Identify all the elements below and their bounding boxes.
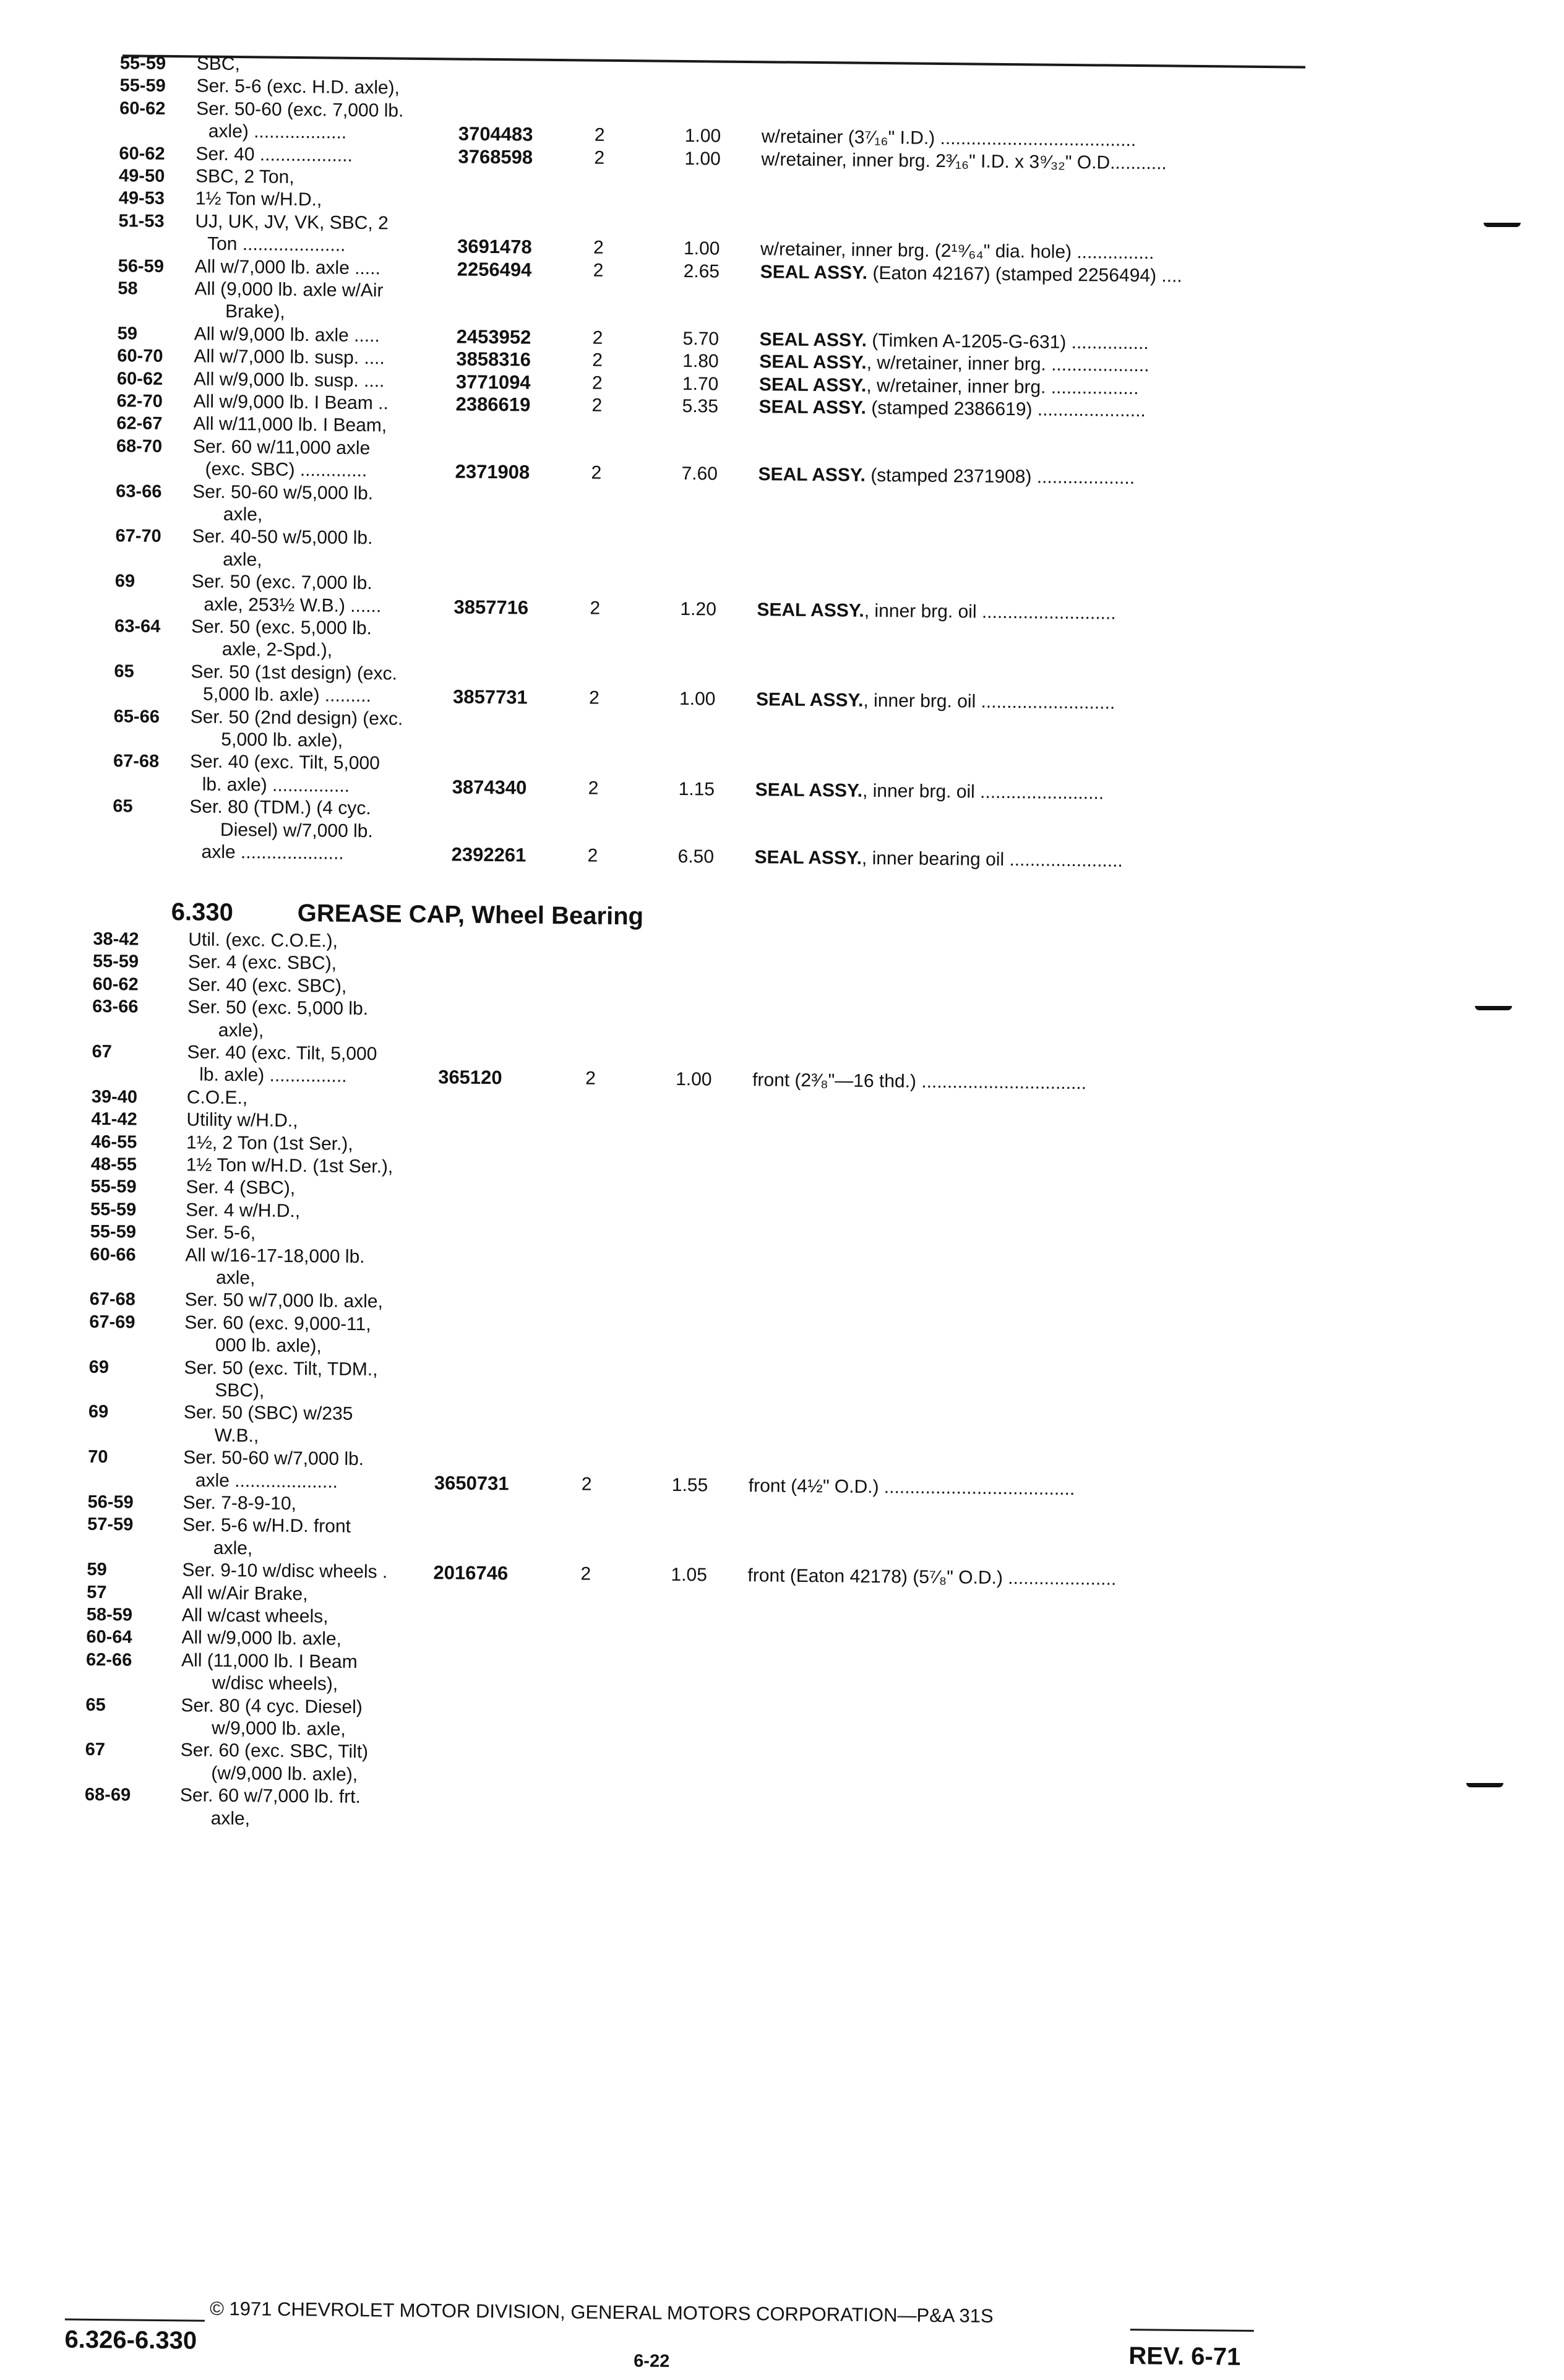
model-description: All w/9,000 lb. axle .....: [194, 324, 380, 346]
model-description: All w/7,000 lb. susp. ....: [194, 346, 385, 369]
model-description: All w/16-17-18,000 lb.: [185, 1244, 365, 1267]
list-price: 1.00: [684, 148, 721, 170]
model-description: Ser. 50 (1st design) (exc.: [191, 661, 398, 684]
quantity: 2: [588, 778, 599, 799]
part-description: [757, 599, 1116, 625]
seal-assy-entries: [1, 0, 1564, 871]
quantity: 2: [593, 260, 604, 281]
model-description: Ser. 80 (4 cyc. Diesel): [181, 1695, 363, 1717]
part-name: SEAL ASSY.: [758, 397, 867, 418]
year-range: 60-66: [90, 1244, 136, 1265]
part-number: 3691478: [457, 235, 532, 258]
margin-mark: [1484, 223, 1521, 227]
model-description: Ser. 50-60 (exc. 7,000 lb.: [196, 98, 404, 121]
year-range: 55-59: [90, 1199, 137, 1220]
year-range: 67: [85, 1740, 106, 1760]
year-range: 58: [118, 278, 138, 299]
part-description: [755, 779, 1104, 804]
year-range: 55-59: [92, 952, 139, 972]
part-description: [761, 148, 1167, 174]
year-range: 65: [114, 661, 134, 682]
model-description: Ser. 7-8-9-10,: [183, 1492, 297, 1514]
part-name: SEAL ASSY.: [758, 464, 866, 486]
part-detail: , inner bearing oil ......................: [861, 848, 1124, 871]
year-range: 38-42: [93, 929, 139, 950]
model-description: Ser. 40 (exc. Tilt, 5,000: [187, 1042, 377, 1065]
year-range: 60-62: [92, 974, 139, 995]
section-number: 6.330: [171, 898, 234, 927]
quantity: 2: [581, 1474, 592, 1495]
model-description: 000 lb. axle),: [215, 1334, 322, 1357]
part-detail: , inner brg. oil ..........................: [864, 600, 1116, 624]
model-description: 1½, 2 Ton (1st Ser.),: [186, 1132, 353, 1154]
quantity: 2: [585, 1068, 596, 1089]
footer-copyright: © 1971 CHEVROLET MOTOR DIVISION, GENERAL MOTORS CORPORATION—P&A 31S: [209, 2297, 994, 2327]
list-price: 7.60: [681, 463, 718, 484]
year-range: 49-53: [118, 188, 165, 209]
model-description: Ser. 60 (exc. SBC, Tilt): [180, 1740, 369, 1763]
part-description: [760, 261, 1182, 288]
part-number: 3857731: [452, 685, 528, 708]
model-description: Ser. 50 w/7,000 lb. axle,: [184, 1289, 384, 1312]
year-range: 39-40: [91, 1086, 138, 1107]
year-range: 60-62: [116, 368, 163, 389]
model-description: axle, 253½ W.B.) ......: [204, 594, 382, 616]
year-range: 57: [87, 1582, 107, 1602]
model-description: (w/9,000 lb. axle),: [211, 1763, 358, 1785]
part-name: SEAL ASSY.: [754, 847, 862, 869]
model-description: Ser. 5-6 w/H.D. front: [183, 1514, 351, 1537]
model-description: C.O.E.,: [186, 1087, 248, 1109]
list-price: 5.35: [682, 395, 719, 417]
model-description: Ser. 50-60 w/5,000 lb.: [192, 481, 374, 504]
model-description: All w/7,000 lb. axle .....: [194, 256, 381, 278]
year-range: 56-59: [87, 1492, 134, 1513]
model-description: Ser. 9-10 w/disc wheels .: [182, 1560, 388, 1583]
part-detail: front (Eaton 42178) (5⁷⁄₈" O.D.) .....................: [747, 1565, 1117, 1589]
model-description: w/disc wheels),: [212, 1672, 338, 1695]
model-description: (exc. SBC) .............: [205, 458, 367, 481]
model-description: All w/Air Brake,: [181, 1582, 308, 1604]
part-number: 2371908: [455, 460, 530, 483]
year-range: 63-66: [92, 997, 139, 1017]
model-description: Util. (exc. C.O.E.),: [188, 929, 338, 952]
footer-rule-left: [65, 2319, 205, 2322]
model-description: Ser. 50 (2nd design) (exc.: [190, 706, 403, 729]
quantity: 2: [591, 462, 602, 483]
part-detail: front (4½" O.D.) .....................................: [748, 1475, 1075, 1499]
year-range: 69: [114, 571, 135, 591]
year-range: 60-70: [117, 346, 163, 367]
model-description: Ser. 5-6,: [185, 1222, 256, 1244]
list-price: 1.20: [680, 598, 717, 620]
year-range: 67-70: [115, 526, 161, 547]
year-range: 69: [88, 1402, 109, 1422]
year-range: 68-69: [84, 1785, 131, 1805]
part-name: SEAL ASSY.: [758, 374, 867, 396]
part-number: 3771094: [455, 371, 531, 393]
part-number: 3704483: [458, 122, 533, 145]
part-description: [754, 846, 1123, 872]
part-name: SEAL ASSY.: [759, 351, 867, 374]
part-detail: (stamped 2386619) .....................: [866, 397, 1146, 421]
model-description: All w/11,000 lb. I Beam,: [193, 413, 387, 436]
model-description: lb. axle) ...............: [199, 1064, 347, 1087]
list-price: 6.50: [677, 846, 715, 867]
part-detail: (Timken A-1205-G-631) ...............: [866, 330, 1149, 354]
year-range: 60-62: [119, 143, 165, 164]
year-range: 67-68: [89, 1289, 136, 1310]
quantity: 2: [594, 147, 605, 168]
model-description: axle ....................: [195, 1470, 338, 1492]
part-detail: , w/retainer, inner brg. ...................: [866, 353, 1149, 376]
quantity: 2: [594, 124, 605, 145]
year-range: 65: [85, 1695, 106, 1715]
model-description: W.B.,: [214, 1425, 259, 1446]
model-description: Ser. 50 (exc. Tilt, TDM.,: [184, 1357, 378, 1380]
part-description: [759, 374, 1139, 400]
margin-mark: [1466, 1783, 1503, 1787]
part-number: 3768598: [458, 145, 533, 168]
model-description: axle) ..................: [208, 121, 347, 143]
year-range: 65-66: [113, 706, 160, 727]
part-description: [759, 329, 1148, 354]
year-range: 69: [88, 1357, 110, 1377]
year-range: 58-59: [86, 1604, 133, 1625]
model-description: All w/cast wheels,: [181, 1605, 329, 1627]
model-description: SBC,: [196, 53, 241, 75]
year-range: 55-59: [119, 53, 166, 74]
quantity: 2: [592, 350, 603, 371]
year-range: 41-42: [91, 1109, 137, 1130]
part-number: 3650731: [434, 1471, 509, 1494]
part-name: SEAL ASSY.: [755, 689, 864, 711]
model-description: Ser. 50-60 w/7,000 lb.: [183, 1447, 364, 1470]
model-description: Ton ....................: [207, 233, 346, 256]
model-description: axle,: [223, 549, 262, 570]
part-number: 2016746: [433, 1562, 509, 1584]
list-price: 5.70: [682, 328, 720, 350]
year-range: 49-50: [118, 166, 165, 186]
model-description: All (9,000 lb. axle w/Air: [194, 278, 384, 301]
section-title: GREASE CAP, Wheel Bearing: [297, 900, 644, 930]
model-description: Diesel) w/7,000 lb.: [220, 819, 373, 841]
quantity: 2: [591, 395, 603, 416]
model-description: Ser. 4 w/H.D.,: [185, 1200, 301, 1221]
list-price: 1.55: [671, 1474, 708, 1496]
margin-mark: [1475, 1006, 1512, 1010]
model-description: axle, 2-Spd.),: [221, 639, 333, 661]
footer-rule-right: [1130, 2329, 1254, 2332]
model-description: axle ....................: [201, 841, 344, 864]
list-price: 1.00: [675, 1069, 712, 1090]
footer-revision: REV. 6-71: [1128, 2342, 1241, 2371]
model-description: Brake),: [225, 301, 285, 323]
part-description: [756, 689, 1115, 715]
year-range: 70: [88, 1447, 108, 1467]
year-range: 46-55: [90, 1132, 137, 1153]
list-price: 1.00: [684, 126, 721, 147]
part-detail: w/retainer, inner brg. (2¹⁹⁄₆₄" dia. hole) ...............: [760, 239, 1154, 264]
part-description: [747, 1565, 1116, 1591]
year-range: 63-66: [116, 481, 162, 502]
quantity: 2: [591, 372, 603, 393]
footer-page-number: 6-22: [634, 2351, 670, 2371]
list-price: 2.65: [683, 260, 720, 282]
model-description: lb. axle) ...............: [202, 774, 350, 796]
part-number: 3858316: [456, 348, 531, 371]
year-range: 62-67: [116, 413, 163, 434]
model-description: axle,: [213, 1537, 253, 1559]
part-number: 2453952: [456, 325, 531, 348]
part-description: [758, 396, 1146, 422]
model-description: Ser. 50 (exc. 5,000 lb.: [187, 997, 369, 1020]
part-description: [758, 463, 1135, 489]
model-description: 1½ Ton w/H.D. (1st Ser.),: [186, 1154, 393, 1177]
quantity: 2: [580, 1563, 591, 1584]
model-description: Ser. 80 (TDM.) (4 cyc.: [189, 796, 371, 819]
year-range: 56-59: [118, 256, 165, 277]
part-description: [749, 1475, 1075, 1500]
part-description: [762, 126, 1136, 152]
model-description: axle),: [218, 1020, 264, 1041]
part-detail: , w/retainer, inner brg. .................: [866, 375, 1139, 398]
part-number: 2386619: [455, 393, 531, 416]
model-description: UJ, UK, JV, VK, SBC, 2: [195, 211, 389, 234]
list-price: 1.05: [671, 1565, 708, 1586]
model-description: SBC),: [215, 1380, 265, 1401]
model-description: Ser. 4 (SBC),: [186, 1177, 296, 1199]
part-detail: , inner brg. oil ..........................: [863, 690, 1115, 713]
model-description: Ser. 50 (SBC) w/235: [183, 1402, 353, 1425]
part-number: 2392261: [451, 843, 526, 866]
model-description: Ser. 50 (exc. 5,000 lb.: [191, 616, 372, 639]
part-detail: (stamped 2371908) ...................: [865, 465, 1135, 489]
part-description: [759, 351, 1149, 377]
quantity: 2: [590, 598, 601, 619]
quantity: 2: [592, 327, 603, 348]
model-description: Ser. 60 w/11,000 axle: [192, 436, 371, 458]
model-description: 5,000 lb. axle) .........: [202, 684, 372, 707]
list-price: 1.70: [682, 373, 719, 395]
quantity: 2: [588, 687, 599, 708]
year-range: 57-59: [87, 1514, 134, 1535]
year-range: 67-68: [113, 751, 160, 772]
model-description: Ser. 50 (exc. 7,000 lb.: [191, 571, 372, 594]
year-range: 59: [87, 1560, 107, 1580]
model-description: All w/9,000 lb. axle,: [181, 1627, 342, 1650]
part-name: SEAL ASSY.: [760, 261, 868, 283]
year-range: 62-70: [116, 391, 163, 411]
list-price: 1.00: [683, 238, 720, 259]
year-range: 48-55: [90, 1154, 137, 1175]
year-range: 60-62: [119, 98, 166, 119]
model-description: All w/9,000 lb. I Beam ..: [193, 391, 389, 414]
part-description: [752, 1070, 1086, 1095]
year-range: 67: [92, 1041, 112, 1062]
part-number: 2256494: [457, 258, 532, 281]
part-detail: w/retainer, inner brg. 2³⁄₁₆" I.D. x 3⁹⁄₃₂" O.D...........: [761, 148, 1167, 174]
model-description: axle,: [215, 1267, 256, 1289]
part-name: SEAL ASSY.: [757, 599, 865, 621]
model-description: axle,: [210, 1808, 251, 1829]
model-description: Ser. 40 (exc. Tilt, 5,000: [189, 751, 380, 774]
year-range: 65: [113, 796, 133, 817]
model-description: axle,: [223, 504, 263, 525]
model-description: Ser. 5-6 (exc. H.D. axle),: [196, 75, 400, 98]
model-description: All (11,000 lb. I Beam: [181, 1650, 358, 1672]
model-description: SBC, 2 Ton,: [195, 166, 294, 187]
year-range: 51-53: [118, 211, 165, 231]
year-range: 68-70: [116, 436, 163, 457]
part-name: SEAL ASSY.: [759, 329, 867, 351]
part-number: 365120: [438, 1066, 502, 1089]
part-number: 3874340: [452, 776, 527, 799]
footer-section-range: 6.326-6.330: [64, 2326, 197, 2355]
part-name: SEAL ASSY.: [755, 779, 863, 801]
list-price: 1.00: [679, 689, 716, 710]
model-description: w/9,000 lb. axle,: [211, 1717, 346, 1740]
year-range: 55-59: [90, 1222, 137, 1242]
model-description: Ser. 40 ..................: [196, 144, 353, 166]
model-description: All w/9,000 lb. susp. ....: [193, 368, 385, 391]
year-range: 62-66: [85, 1649, 132, 1670]
year-range: 59: [117, 324, 138, 344]
year-range: 63-64: [114, 616, 161, 637]
year-range: 55-59: [90, 1177, 137, 1197]
part-detail: , inner brg. oil ........................: [862, 780, 1104, 804]
model-description: Ser. 40-50 w/5,000 lb.: [192, 526, 373, 549]
part-detail: (Eaton 42167) (stamped 2256494) ....: [867, 262, 1182, 286]
model-description: Ser. 40 (exc. SBC),: [187, 974, 347, 997]
quantity: 2: [593, 237, 604, 258]
list-price: 1.80: [682, 351, 719, 372]
year-range: 55-59: [119, 75, 166, 97]
model-description: 1½ Ton w/H.D.,: [195, 188, 322, 210]
year-range: 60-64: [86, 1627, 132, 1648]
quantity: 2: [587, 845, 598, 866]
part-detail: front (2³⁄₈"—16 thd.) ................................: [752, 1070, 1087, 1094]
model-description: Ser. 60 (exc. 9,000-11,: [184, 1312, 371, 1335]
year-range: 67-69: [89, 1312, 135, 1333]
part-detail: w/retainer (3⁷⁄₁₆" I.D.) ......................................: [761, 126, 1136, 151]
model-description: Ser. 4 (exc. SBC),: [187, 952, 337, 974]
model-description: Ser. 60 w/7,000 lb. frt.: [179, 1785, 361, 1808]
part-number: 3857716: [453, 596, 529, 619]
model-description: 5,000 lb. axle),: [221, 729, 343, 751]
model-description: Utility w/H.D.,: [186, 1109, 298, 1132]
list-price: 1.15: [678, 778, 715, 800]
part-description: [760, 238, 1154, 264]
